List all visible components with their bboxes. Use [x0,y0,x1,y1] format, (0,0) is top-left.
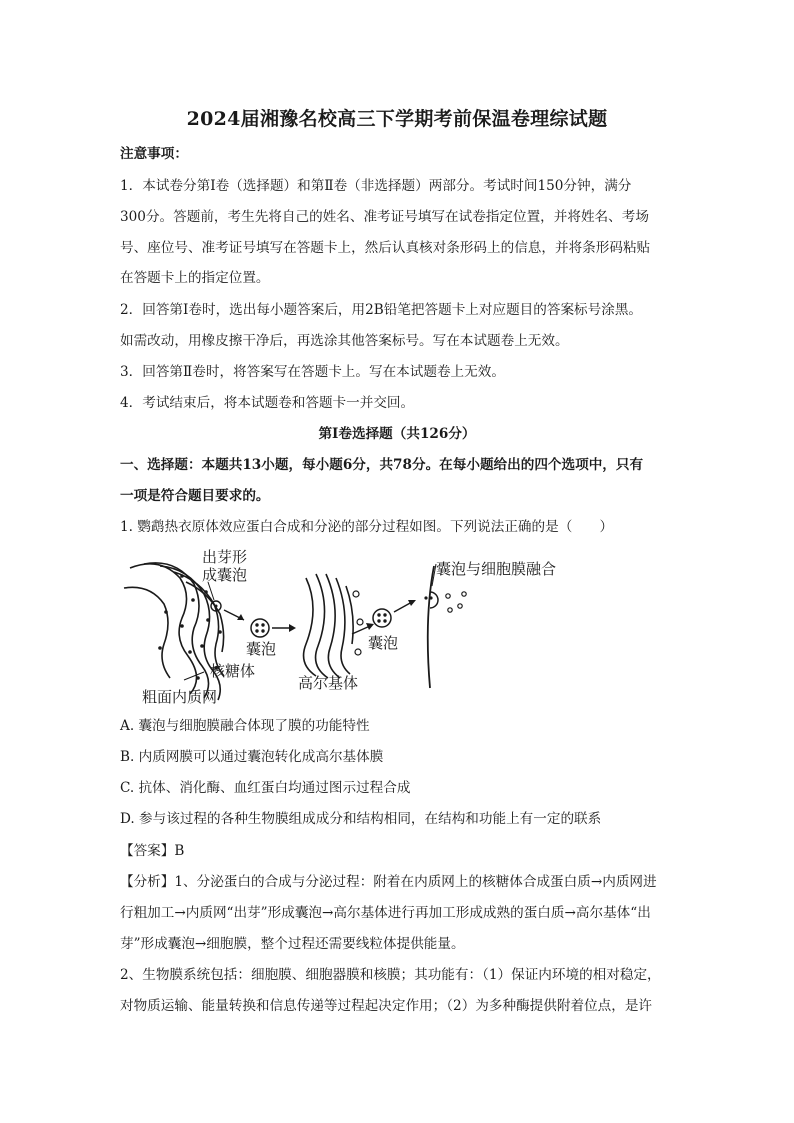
notice-line: 号、座位号、准考证号填写在答题卡上，然后认真核对条形码上的信息，并将条形码粘贴 [120,240,651,256]
pathway-diagram [120,548,590,708]
option-d: D. 参与该过程的各种生物膜组成成分和结构相同，在结构和功能上有一定的联系 [120,811,602,827]
page-title: 2024届湘豫名校高三下学期考前保温卷理综试题 [186,108,608,130]
notice-line: 1．本试卷分第Ⅰ卷（选择题）和第Ⅱ卷（非选择题）两部分。考试时间150分钟，满分 [120,178,632,194]
label-fusion: 囊泡与细胞膜融合 [436,560,557,578]
analysis-line: 对物质运输、能量转换和信息传递等过程起决定作用；（2）为多种酶提供附着位点，是许 [120,998,653,1014]
analysis-line: 【分析】1、分泌蛋白的合成与分泌过程：附着在内质网上的核糖体合成蛋白质→内质网进 [120,874,657,890]
notice-line: 2．回答第Ⅰ卷时，选出每小题答案后，用2B铅笔把答题卡上对应题目的答案标号涂黑。 [120,302,643,318]
label-budding-1: 出芽形 [202,548,248,566]
notice-line: 在答题卡上的指定位置。 [120,270,270,286]
option-c: C. 抗体、消化酶、血红蛋白均通过图示过程合成 [120,780,411,796]
notice-line: 如需改动，用橡皮擦干净后，再选涂其他答案标号。写在本试题卷上无效。 [120,333,569,349]
label-ribosome: 核糖体 [210,662,256,680]
label-golgi: 高尔基体 [298,674,359,692]
secretion-pathway-figure [120,548,590,708]
label-vesicle-2: 囊泡 [368,634,399,652]
analysis-line: 行粗加工→内质网“出芽”形成囊泡→高尔基体进行再加工形成成熟的蛋白质→高尔基体“出 [120,905,651,921]
notice-heading: 注意事项： [120,146,188,162]
section-instruction: 一、选择题：本题共13小题，每小题6分，共78分。在每小题给出的四个选项中，只有 [120,457,644,473]
section-instruction: 一项是符合题目要求的。 [120,488,270,504]
notice-line: 300分。答题前，考生先将自己的姓名、准考证号填写在试卷指定位置，并将姓名、考场 [120,209,649,225]
answer-line: 【答案】B [120,843,185,859]
option-b: B. 内质网膜可以通过囊泡转化成高尔基体膜 [120,749,384,765]
question-stem: 1. 鹦鹉热衣原体效应蛋白合成和分泌的部分过程如图。下列说法正确的是（ ） [120,519,614,535]
analysis-line: 芽”形成囊泡→细胞膜，整个过程还需要线粒体提供能量。 [120,936,465,952]
option-a: A. 囊泡与细胞膜融合体现了膜的功能特性 [120,718,370,734]
label-vesicle-1: 囊泡 [246,640,277,658]
section-heading: 第Ⅰ卷选择题（共126分） [318,426,476,442]
notice-line: 3．回答第Ⅱ卷时，将答案写在答题卡上。写在本试题卷上无效。 [120,364,505,380]
notice-line: 4．考试结束后，将本试题卷和答题卡一并交回。 [120,395,415,411]
label-rough-er: 粗面内质网 [142,688,218,706]
label-budding-2: 成囊泡 [202,566,248,584]
analysis-line: 2、生物膜系统包括：细胞膜、细胞器膜和核膜；其功能有：（1）保证内环境的相对稳定， [120,967,661,983]
